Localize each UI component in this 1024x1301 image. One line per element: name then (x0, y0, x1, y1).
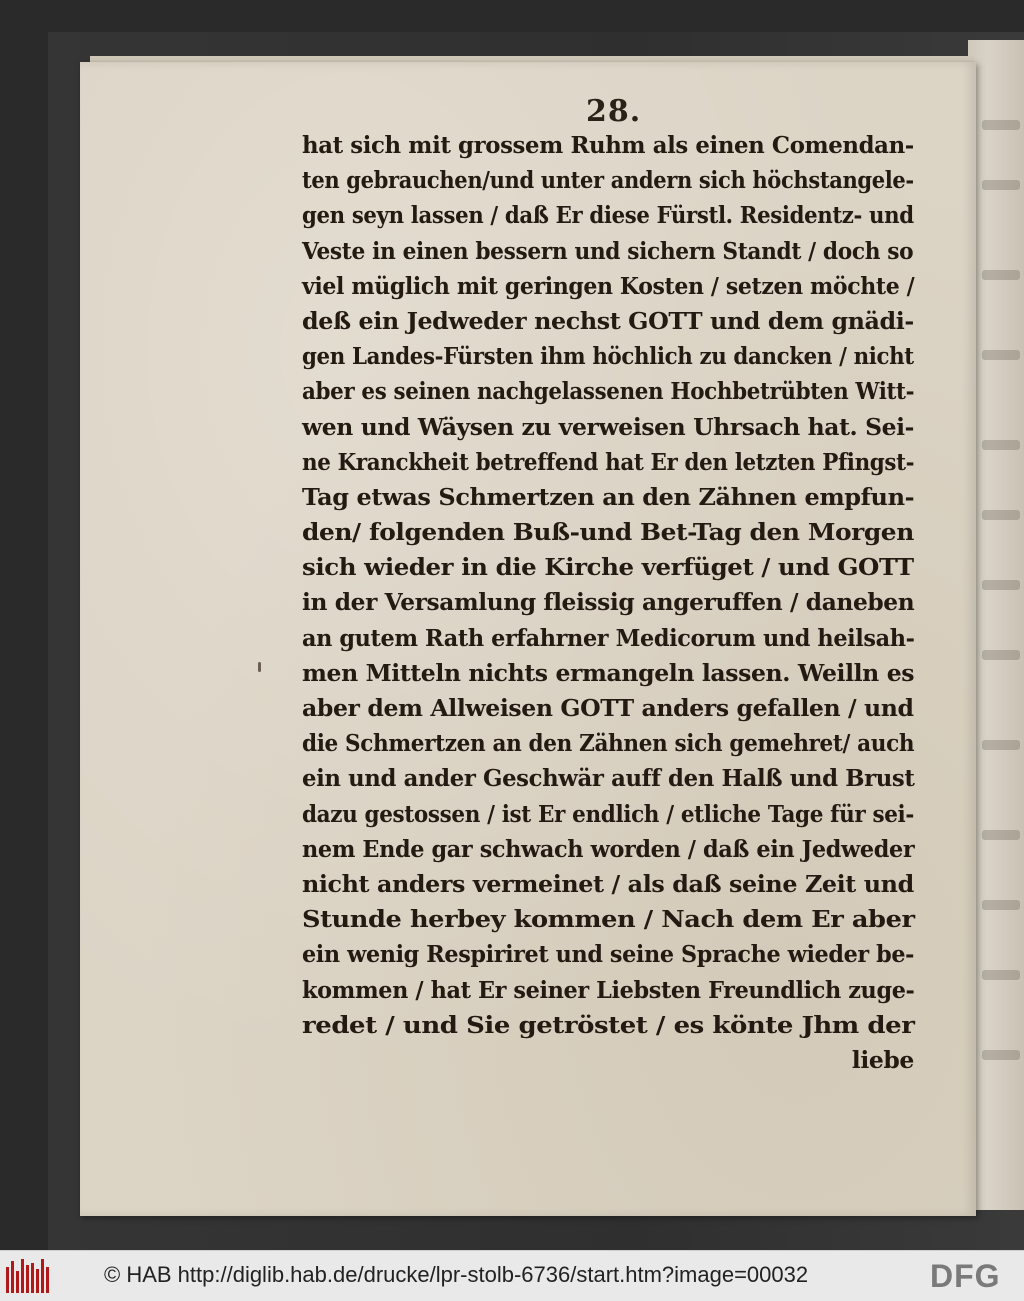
text-line: redet / und Sie getröstet / es könte Jhm der (302, 1010, 915, 1039)
text-line: sich wieder in die Kirche verfüget / und GOTT (302, 553, 914, 582)
hab-logo-icon (6, 1259, 50, 1293)
catchword: liebe (851, 1045, 914, 1074)
text-line: ten gebrauchen/und unter andern sich höchstangele- (302, 166, 914, 195)
text-line: in der Versamlung fleissig angeruffen / daneben (302, 588, 915, 617)
text-line: men Mitteln nichts ermangeln lassen. Weilln es (302, 658, 915, 687)
text-line: an gutem Rath erfahrner Medicorum und heilsah- (302, 623, 915, 652)
text-line: ein wenig Respiriret und seine Sprache wieder be- (302, 940, 915, 969)
footer-credit-link[interactable]: © HAB http://diglib.hab.de/drucke/lpr-stolb-6736/start.htm?image=00032 (104, 1262, 809, 1287)
text-line: kommen / hat Er seiner Liebsten Freundlich zuge- (302, 975, 915, 1004)
text-line: wen und Wäysen zu verweisen Uhrsach hat. Sei- (302, 412, 914, 441)
text-line: viel müglich mit geringen Kosten / setzen möchte / (302, 271, 915, 300)
text-line: deß ein Jedweder nechst GOTT und dem gnädi- (302, 306, 914, 335)
text-line: dazu gestossen / ist Er endlich / etliche Tage für sei- (302, 799, 914, 828)
text-line: aber es seinen nachgelassenen Hochbetrübten Witt- (302, 377, 915, 406)
text-line: Veste in einen bessern und sichern Standt / doch so (302, 236, 914, 265)
text-line: den/ folgenden Buß-und Bet-Tag den Morgen (302, 518, 914, 547)
text-line: die Schmertzen an den Zähnen sich gemehret/ auch (302, 729, 915, 758)
page-number: 28. (586, 94, 642, 129)
footer-bar (0, 1250, 1024, 1301)
text-line: nicht anders vermeinet / als daß seine Zeit und (302, 869, 914, 898)
dfg-logo: DFG (930, 1258, 1001, 1294)
text-line: nem Ende gar schwach worden / daß ein Jedweder (302, 834, 915, 863)
text-line: Stunde herbey kommen / Nach dem Er aber (302, 905, 915, 934)
text-line: gen seyn lassen / daß Er diese Fürstl. Residentz- und (302, 201, 914, 230)
text-line: ne Kranckheit betreffend hat Er den letzten Pfingst- (302, 447, 915, 476)
text-line: gen Landes-Fürsten ihm höchlich zu dancken / nicht (302, 342, 914, 371)
text-line: Tag etwas Schmertzen an den Zähnen empfun- (302, 482, 915, 511)
text-line: aber dem Allweisen GOTT anders gefallen / und (302, 694, 914, 722)
body-text (302, 128, 914, 1078)
margin-mark (258, 662, 261, 672)
text-line: ein und ander Geschwär auff den Halß und Brust (302, 764, 915, 793)
text-line: hat sich mit grossem Ruhm als einen Comendan- (302, 131, 914, 159)
